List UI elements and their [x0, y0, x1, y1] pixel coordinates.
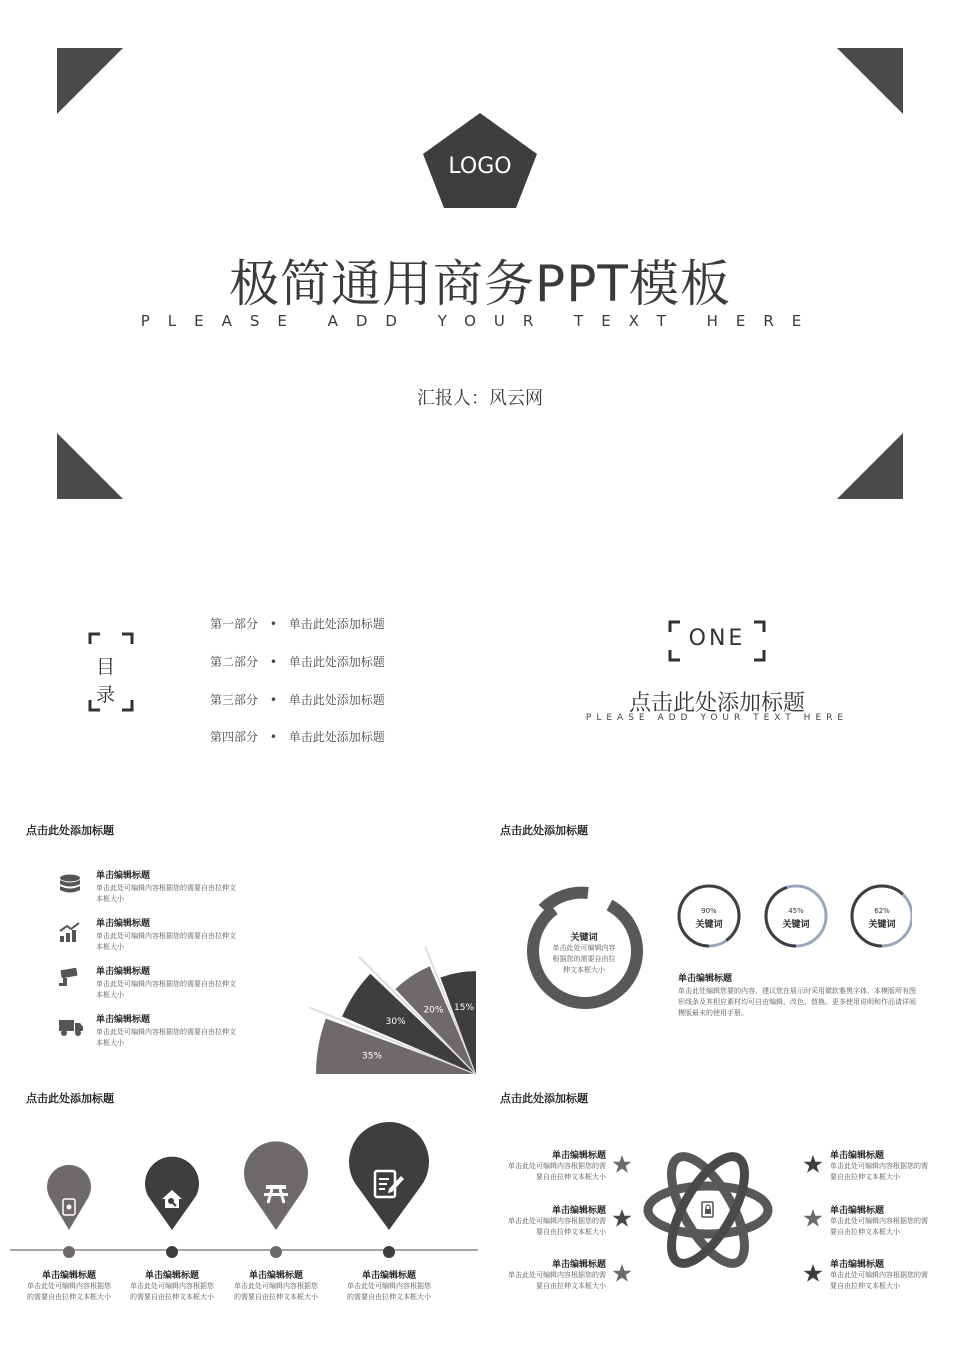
list-item	[96, 964, 236, 1001]
ring-keyword: 关键词	[868, 920, 896, 930]
atom-heading: 单击编辑标题	[830, 1151, 885, 1161]
toc-bullet: •	[269, 693, 277, 707]
pin-text: 单击此处可编辑内容根据您的需要自由拉伸文本框大小	[234, 1282, 318, 1301]
toc-part: 第一部分	[210, 617, 259, 631]
atom-item-left	[504, 1257, 606, 1292]
atom-line: 要自由拉伸文本框大小	[830, 1282, 900, 1290]
slide-title: 点击此处添加标题	[500, 824, 588, 837]
ring-label-3	[851, 906, 913, 930]
phone-icon	[62, 1198, 76, 1216]
atom-line: 单击此处可编辑内容根据您的需	[830, 1162, 928, 1170]
atom-line: 要自由拉伸文本框大小	[536, 1173, 606, 1181]
description	[678, 971, 916, 1019]
cover-title: 极简通用商务PPT模板	[229, 255, 731, 313]
toc-item[interactable]	[210, 653, 385, 670]
atom-line: 单击此处可编辑内容根据您的需	[508, 1271, 606, 1279]
toc-title: 单击此处添加标题	[288, 730, 385, 744]
toc-bullet: •	[269, 730, 277, 744]
fan-label: 20%	[423, 1005, 444, 1016]
atom-line: 要自由拉伸文本框大小	[830, 1228, 900, 1236]
atom-item-left	[504, 1148, 606, 1183]
big-ring-line: 根据您的需要自由拉	[552, 955, 616, 963]
atom-line: 单击此处可编辑内容根据您的需	[830, 1271, 928, 1279]
ring-percent: 90%	[701, 907, 717, 915]
chart-growth-icon	[58, 922, 82, 944]
pin-heading: 单击编辑标题	[144, 1271, 199, 1281]
big-ring-heading: 关键词	[570, 933, 598, 943]
ring-keyword: 关键词	[695, 920, 723, 930]
star-icon-right-3	[804, 1264, 823, 1282]
toc-part: 第四部分	[210, 730, 259, 744]
pin-timeline	[0, 1080, 478, 1352]
toc-title: 单击此处添加标题	[288, 655, 385, 669]
item-text: 单击此处可编辑内容根据您的需要自由拉伸文本框大小	[96, 980, 236, 999]
slide-atom	[482, 1080, 960, 1352]
toc-title: 单击此处添加标题	[288, 617, 385, 631]
toc-heading-2: 录	[96, 684, 116, 706]
toc-bullet: •	[269, 655, 277, 669]
fan-label: 30%	[385, 1017, 406, 1028]
big-ring-line: 伸文本框大小	[563, 966, 605, 974]
pin-heading: 单击编辑标题	[248, 1271, 303, 1281]
logo-text: LOGO	[448, 154, 512, 179]
slide-title: 点击此处添加标题	[26, 824, 114, 837]
ring-keyword: 关键词	[782, 920, 810, 930]
one-subtitle: PLEASE ADD YOUR TEXT HERE	[585, 713, 849, 723]
pin-caption	[127, 1268, 217, 1303]
slide-fan-chart	[0, 810, 478, 1075]
star-icon-left-2	[613, 1209, 632, 1227]
star-icon-right-2	[804, 1209, 823, 1227]
atom-line: 要自由拉伸文本框大小	[830, 1173, 900, 1181]
toc-part: 第二部分	[210, 655, 259, 669]
camera-icon	[58, 966, 82, 988]
slide-title: 点击此处添加标题	[500, 1092, 588, 1105]
item-heading: 单击编辑标题	[96, 919, 151, 929]
atom-heading: 单击编辑标题	[830, 1206, 885, 1216]
desc-heading: 单击编辑标题	[678, 974, 733, 984]
fan-label: 15%	[454, 1003, 475, 1014]
toc-item[interactable]	[210, 615, 385, 632]
ring-percent: 45%	[788, 907, 804, 915]
fan-label: 35%	[362, 1051, 383, 1062]
slide-rings	[482, 810, 960, 1075]
pin-text: 单击此处可编辑内容根据您的需要自由拉伸文本框大小	[347, 1282, 431, 1301]
toc-item[interactable]	[210, 691, 385, 708]
one-badge: ONE	[688, 626, 746, 651]
atom-line: 要自由拉伸文本框大小	[536, 1228, 606, 1236]
corner-top-left	[57, 48, 123, 114]
atom-item-left	[504, 1203, 606, 1238]
corner-top-right	[837, 48, 903, 114]
item-text: 单击此处可编辑内容根据您的需要自由拉伸文本框大小	[96, 1028, 236, 1047]
atom-item-right	[830, 1257, 932, 1292]
toc-title: 单击此处添加标题	[288, 693, 385, 707]
ring-label-2	[765, 906, 827, 930]
ring-label-1	[678, 906, 740, 930]
atom-heading: 单击编辑标题	[551, 1151, 606, 1161]
star-icon-left-3	[613, 1264, 632, 1282]
atom-heading: 单击编辑标题	[551, 1260, 606, 1270]
big-ring-text	[544, 930, 624, 976]
list-item	[96, 868, 236, 905]
picnic-table-icon	[263, 1183, 289, 1205]
pin-heading: 单击编辑标题	[361, 1271, 416, 1281]
fan-chart	[290, 900, 478, 1075]
item-text: 单击此处可编辑内容根据您的需要自由拉伸文本框大小	[96, 932, 236, 951]
reporter: 汇报人：风云网	[417, 388, 543, 409]
atom-heading: 单击编辑标题	[551, 1206, 606, 1216]
section-one-slide	[482, 560, 960, 800]
atom-line: 单击此处可编辑内容根据您的需	[508, 1217, 606, 1225]
house-search-icon	[160, 1188, 184, 1210]
pin-caption	[231, 1268, 321, 1303]
toc-heading-1: 目	[96, 656, 116, 678]
list-item	[96, 916, 236, 953]
pin-caption	[24, 1268, 114, 1303]
toc-slide	[0, 560, 478, 800]
atom-line: 要自由拉伸文本框大小	[536, 1282, 606, 1290]
toc-item[interactable]	[210, 728, 385, 745]
item-text: 单击此处可编辑内容根据您的需要自由拉伸文本框大小	[96, 884, 236, 903]
corner-bottom-left	[57, 433, 123, 499]
pin-caption	[344, 1268, 434, 1303]
atom-item-right	[830, 1148, 932, 1183]
truck-icon	[58, 1016, 84, 1038]
atom-item-right	[830, 1203, 932, 1238]
pin-text: 单击此处可编辑内容根据您的需要自由拉伸文本框大小	[27, 1282, 111, 1301]
pin-text: 单击此处可编辑内容根据您的需要自由拉伸文本框大小	[130, 1282, 214, 1301]
ring-percent: 62%	[874, 907, 890, 915]
edit-document-icon	[373, 1168, 405, 1200]
star-icon-right-1	[804, 1155, 823, 1173]
item-heading: 单击编辑标题	[96, 871, 151, 881]
pin-heading: 单击编辑标题	[41, 1271, 96, 1281]
star-icon-left-1	[613, 1155, 632, 1173]
atom-heading: 单击编辑标题	[830, 1260, 885, 1270]
database-icon	[58, 874, 82, 896]
slide-title: 点击此处添加标题	[26, 1092, 114, 1105]
atom-line: 单击此处可编辑内容根据您的需	[830, 1217, 928, 1225]
toc-bullet: •	[269, 617, 277, 631]
toc-part: 第三部分	[210, 693, 259, 707]
slide-pins	[0, 1080, 478, 1352]
desc-text: 单击此处编辑您要的内容，建议您在展示时采用微软雅黑字体，本模版所有图形线条及其相应素材均可自由编辑、改色、替换。更多使用说明和作品请详阅模版最末的使用手册。	[678, 987, 916, 1017]
cover-subtitle: PLEASE ADD YOUR TEXT HERE	[140, 312, 820, 330]
atom-line: 单击此处可编辑内容根据您的需	[508, 1162, 606, 1170]
big-ring-line: 单击此处可编辑内容	[552, 944, 616, 952]
list-item	[96, 1012, 236, 1049]
cover-slide	[0, 0, 960, 540]
corner-bottom-right	[837, 433, 903, 499]
one-title: 点击此处添加标题	[628, 691, 805, 716]
item-heading: 单击编辑标题	[96, 967, 151, 977]
item-heading: 单击编辑标题	[96, 1015, 151, 1025]
